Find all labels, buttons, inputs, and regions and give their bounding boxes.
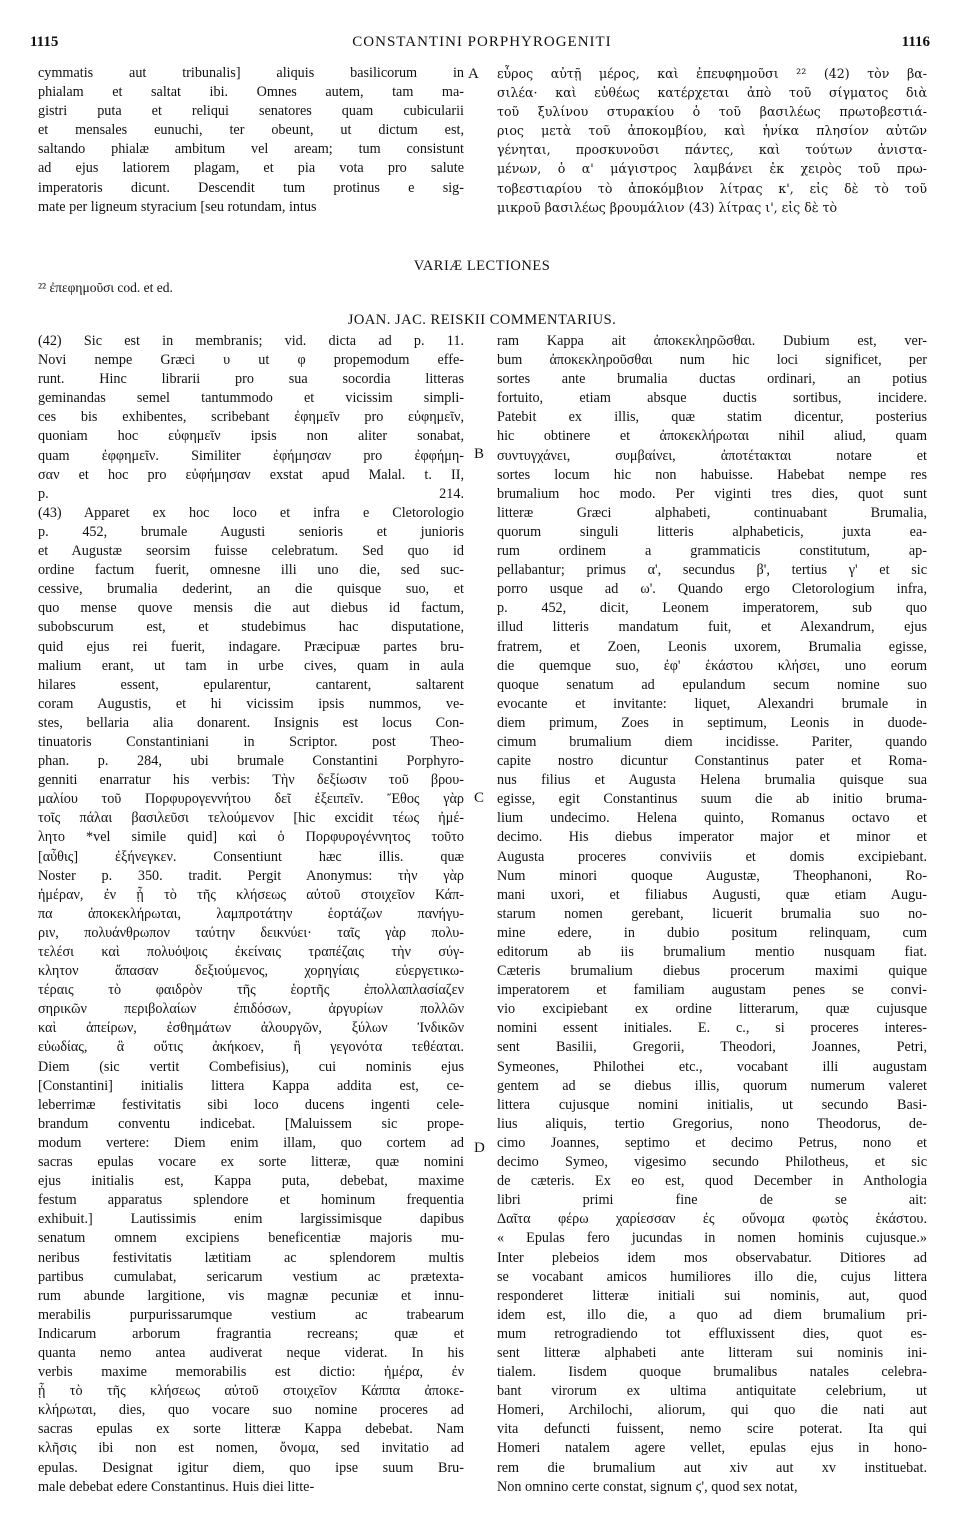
commentary-left-line: brandum conventu indicebat. [Maluissem sic prope-: [38, 1115, 464, 1132]
variant-reading-note: ²² ἐπεφημοῦσι cod. et ed.: [38, 280, 173, 295]
section-marker-a: A: [468, 66, 479, 82]
latin-text-line: gistri puta et reliqui senatores quam cubicularii: [38, 103, 464, 120]
running-title: CONSTANTINI PORPHYROGENITI: [352, 34, 612, 50]
commentary-right-line: evocante et invitante: liquet, Alexandri brumale in: [497, 695, 927, 712]
greek-text-line: τοβεστιαρίου τὸ ἀποκόμβιον λίτρας κ', εἰς δὲ τὸ τοῦ: [497, 180, 927, 196]
commentary-left-line: πα ἀποκεκλήρωται, λαμπροτάτην ἑορτάζων πανήγυ-: [38, 905, 464, 922]
commentary-right-line: nus filius et Augusta Helena brumalia quisque sua: [497, 772, 927, 789]
commentary-right-line: lium undecimo. Helena quinto, Romanus octavo et: [497, 810, 927, 827]
commentary-left-line: τελέσι καὶ πολυόψοις ἐκείναις τραπέζαις τὴν σύγ-: [38, 944, 464, 960]
commentary-left-line: Noster p. 350. tradit. Pergit Anonymus: τὴν γὰρ: [38, 867, 464, 884]
commentary-right-line: vio excipiebant ex ordine litterarum, quæ cujusque: [497, 1001, 927, 1018]
commentary-left-line: sacras epulas ex sorte litteræ Kappa debebat. Nam: [38, 1421, 464, 1438]
commentary-right-line: nomini essent initiales. E. c., si proceres interes-: [497, 1020, 927, 1037]
latin-text-line: ad ejus latiorem plagam, et pia vota pro salute: [38, 160, 464, 177]
commentary-left-line: genniti enarratur his verbis: Τὴν δεξίωσιν τοῦ βρου-: [38, 772, 464, 789]
commentary-left-line: malium erant, ut tam in urbe cives, quam in aula: [38, 657, 464, 674]
commentary-left-line: neribus festivitatis lætitiam ac splendorem multis: [38, 1249, 464, 1266]
commentary-right-line: bant virorum ex ultima antiquitate celebrium, ut: [497, 1383, 927, 1400]
commentary-left-line: cessive, brumalia dederint, an die quisque suo, et: [38, 581, 464, 598]
commentary-right-line: mum retrogradiendo tot effluxissent dies, quot es-: [497, 1325, 927, 1342]
commentary-title: JOAN. JAC. REISKII COMMENTARIUS.: [347, 312, 617, 328]
latin-text-line: saltando phialæ ambitum vel aream; tum consistunt: [38, 141, 464, 158]
commentary-right-line: se vocabant amicos humiliores illo die, cujus littera: [497, 1268, 927, 1285]
commentary-right-line: porro usque ad ω'. Quando ergo Cletorologium infra,: [497, 581, 927, 598]
commentary-left-line: Indicarum arborum fragrantia recreans; quæ et: [38, 1325, 464, 1342]
commentary-left-line: ἡμέραν, ἐν ᾗ τὸ τῆς κλήσεως αὐτοῦ στοιχεῖον Κάπ-: [38, 886, 464, 903]
commentary-left-line: modum vertere: Diem enim illam, quo cortem ad: [38, 1134, 464, 1151]
latin-text-line: imperatoris dicunt. Descendit tum protinus e sig-: [38, 179, 464, 196]
commentary-left-line: quanta nemo antea audiverat neque viderat. In his: [38, 1344, 464, 1361]
greek-text-line: σιλέα· καὶ εὐθέως κατέρχεται ἀπὸ τοῦ σίγματος διὰ: [497, 85, 927, 101]
commentary-right-line: responderet litteræ initiali sui nominis, aut, quod: [497, 1287, 927, 1304]
commentary-right-line: Homeri, Archilochi, aliorum, qui quo die nati aut: [497, 1402, 927, 1419]
greek-text-line: εὖρος αὐτῇ μέρος, καὶ ἐπευφημοῦσι ²² (42) τὸν βα-: [497, 66, 927, 81]
commentary-left-line: sacras epulas vocare ex sorte litteræ, quæ nomini: [38, 1154, 464, 1171]
commentary-left-line: et Augustæ seorsim fuisse celebratum. Sed quo id: [38, 543, 464, 560]
commentary-right-line: Cæteris brumalium diebus procerum maximi quique: [497, 963, 927, 980]
latin-text-line: phialam et saltat ibi. Omnes autem, tam ma-: [38, 84, 464, 101]
commentary-left-line: (42) Sic est in membranis; vid. dicta ad p. 11.: [38, 333, 464, 349]
commentary-left-line: festum apparatus splendore et hominum frequentia: [38, 1192, 464, 1209]
commentary-right-line: mani uxori, et filiabus Augusti, quæ etiam Augu-: [497, 886, 927, 903]
commentary-right-line: lius aliquis, tertio Gregorius, nono Theodorus, de-: [497, 1115, 927, 1132]
commentary-right-line: rem die brumalium aut xiv aut xv instituebat.: [497, 1459, 927, 1476]
commentary-right-line: p. 452, dicit, Leonem imperatorem, sub quo: [497, 600, 927, 617]
section-marker-c: C: [474, 790, 485, 806]
commentary-right-line: diem primum, Zoes in septimum, Leonis in duode-: [497, 714, 927, 731]
commentary-right-line: sent litteræ alphabeti ante litteram sui nominis ini-: [497, 1344, 927, 1361]
commentary-left-line: senatum omnem excipiens beneficentiæ majoris mu-: [38, 1230, 464, 1247]
commentary-right-line: Δαῖτα φέρω χαρίεσσαν ἐς οὔνομα φωτὸς ἑκάστου.: [497, 1211, 927, 1228]
commentary-right-line: ram Kappa ait ἀποκεκληρῶσθαι. Dubium est, ver-: [497, 333, 927, 349]
commentary-left-line: ces bis exhibentes, scribebant ἐφημεῖν pro εὐφημεῖν,: [38, 409, 464, 426]
commentary-right-line: illud litteris mandatum fuit, et Alexandrum, ejus: [497, 619, 927, 636]
commentary-left-line: [αὖθις] ἐξήνεγκεν. Consentiunt hæc illis. quæ: [38, 848, 464, 865]
commentary-left-line: quo mense quove mensis die aut diebus id factum,: [38, 600, 464, 617]
commentary-right-line: editorum ab iis brumalium mentio nusquam fiat.: [497, 944, 927, 960]
commentary-right-line: mine edere, in dubio positum relinquam, cum: [497, 924, 927, 941]
commentary-right-line: tialem. Iisdem quoque brumalibus natales celebra-: [497, 1364, 927, 1381]
commentary-right-line: rum ordinem a grammaticis constitutum, ap-: [497, 543, 927, 560]
commentary-right-line: pellabantur; primus α', secundus β', tertius γ' et sic: [497, 562, 927, 579]
commentary-left-line: p. 214.: [38, 485, 464, 502]
commentary-right-line: Patebit ex illis, quæ statim dicentur, posterius: [497, 409, 927, 426]
commentary-right-line: brumalium hoc modo. Per viginti tres dies, quot sunt: [497, 485, 927, 502]
commentary-left-line: partibus cumulabat, sericarum vestium ac prætexta-: [38, 1268, 464, 1285]
commentary-left-line: tinuatoris Constantiniani in Scriptor. post Theo-: [38, 733, 464, 750]
greek-text-line: γένηται, προσκυνοῦσι πάντες, καὶ τούτων ἀνιστα-: [497, 142, 927, 158]
commentary-left-line: [Constantini] initialis littera Kappa addita est, ce-: [38, 1077, 464, 1094]
commentary-left-line: male debebat edere Constantinus. Huis diei litte-: [38, 1478, 315, 1495]
commentary-left-line: quoniam hoc εὐφημεῖν ipsis non aliter sonabat,: [38, 428, 464, 445]
commentary-left-line: epulas. Designat igitur diem, quo ipse suum Bru-: [38, 1459, 464, 1476]
commentary-left-line: σηρικῶν περιβολαίων ἐπιδόσων, ἀργυρίων πολλῶν: [38, 1001, 464, 1018]
commentary-left-line: coram Augustis, et hi vicissim ipsis nummos, ve-: [38, 695, 464, 712]
commentary-left-line: ordine factum fuerit, omnesne illi uno die, sed suc-: [38, 562, 464, 579]
commentary-left-line: verbis maxime memorabilis est dictio: ἡμέρα, ἐν: [38, 1364, 464, 1381]
commentary-right-line: gentem ad se diebus illis, quorum numerum valeret: [497, 1077, 927, 1094]
commentary-left-line: stes, bellaria alia donarent. Insignis est locus Con-: [38, 714, 464, 731]
commentary-left-line: quam ἐφφημεῖν. Similiter ἐφήμησαν pro ἐφφήμη-: [38, 447, 464, 464]
commentary-right-line: sortes locum hic non habuisse. Habebat nempe res: [497, 466, 927, 483]
commentary-left-line: hilares essent, epularentur, cantarent, saltarent: [38, 676, 464, 693]
commentary-right-line: libri primi fine de se ait:: [497, 1192, 927, 1209]
commentary-left-line: ejus initialis est, Kappa puta, debebat, maxime: [38, 1173, 464, 1190]
commentary-left-line: exhibuit.] Lautissimis enim largissimisque dapibus: [38, 1211, 464, 1228]
commentary-right-line: hic obtinere et ἀποκεκλήρωται nihil aliud, quam: [497, 428, 927, 445]
commentary-left-line: μαλίου τοῦ Πορφυρογεννήτου δεῖ ἐξειπεῖν. Ἔθος γὰρ: [38, 791, 464, 808]
commentary-right-line: de cæteris. Ex eo est, quod December in Anthologia: [497, 1173, 927, 1190]
commentary-right-line: Num minori quoque Augustæ, Theophanoni, Ro-: [497, 867, 927, 884]
commentary-right-line: fortuito, etiam absque ductis sortibus, incidere.: [497, 390, 927, 407]
commentary-right-line: sent Basilii, Gregorii, Theodori, Joannes, Petri,: [497, 1039, 927, 1056]
greek-text-line: μένων, ὁ α' μάγιστρος λαμβάνει ἐκ χειρὸς τοῦ πρω-: [497, 161, 927, 177]
commentary-right-line: imperatorem et familiam augustam penes se convi-: [497, 982, 927, 999]
commentary-right-line: Augusta proceres conviviis et domis excipiebant.: [497, 848, 927, 865]
commentary-right-line: die quemque suo, ἐφ' ἑκάστου κλήσει, uno eorum: [497, 657, 927, 674]
commentary-right-line: capite nostro dicuntur Constantinus pater et Roma-: [497, 753, 927, 770]
commentary-right-line: quoque senatum ad epulandum secum nomine suo: [497, 676, 927, 693]
latin-text-line: cymmatis aut tribunalis] aliquis basilicorum in: [38, 65, 464, 81]
commentary-right-line: bum ἀποκεκληροῦσθαι num hic loci significet, per: [497, 352, 927, 369]
commentary-left-line: Novi nempe Græci υ ut φ propemodum effe-: [38, 352, 464, 369]
commentary-right-line: littera cujusque nomini initialis, ut secundo Basi-: [497, 1096, 927, 1113]
commentary-right-line: decimo. His diebus imperator major et minor et: [497, 829, 927, 846]
greek-text-line: τοῦ ξυλίνου στυρακίου ὁ τοῦ βασιλέως πρωτοβεστιά-: [497, 104, 927, 120]
commentary-left-line: κλήρωται, dies, quo vocare suo nomine proceres ad: [38, 1402, 464, 1419]
commentary-left-line: ριν, πολυάνθρωπον ταύτην δεικνύει· ταῖς γὰρ πολυ-: [38, 924, 464, 941]
commentary-left-line: καὶ ἀπείρων, ἐσθημάτων ἀλουργῶν, ξύλων Ἰνδικῶν: [38, 1020, 464, 1037]
section-marker-b: B: [474, 446, 485, 462]
commentary-left-line: leberrimæ festivitatis sibi loco ducens ingenti cele-: [38, 1096, 464, 1113]
commentary-left-line: εὐωδίας, ἃ οὔτις ἀκήκοεν, ἢ γεγονότα τεθέαται.: [38, 1039, 464, 1056]
commentary-left-line: subobscurum est, et studebimus hac disputatione,: [38, 619, 464, 636]
commentary-left-line: merabilis purpurissarumque vestium ac trabearum: [38, 1306, 464, 1323]
commentary-right-column: [497, 332, 927, 1497]
greek-text-line: ριος μετὰ τοῦ ἀποκομβίου, καὶ ἡνίκα πλησίον αὐτῶν: [497, 123, 927, 139]
commentary-right-line: Symeones, Philothei etc., vocabant illi augustam: [497, 1058, 927, 1075]
latin-text-line: mate per ligneum styracium [seu rotundam, intus: [38, 198, 317, 215]
commentary-right-line: Homeri natalem agere vellet, epulas ejus in hono-: [497, 1440, 927, 1457]
commentary-left-line: κλῆσις ibi non est nomen, ὄνομα, sed invitatio ad: [38, 1440, 464, 1457]
commentary-right-line: fratrem, et Zoen, Leonis uxorem, Brumalia egisse,: [497, 638, 927, 655]
commentary-left-column: [38, 332, 464, 1497]
commentary-left-line: geminandas semel tantummodo et vicissim simpli-: [38, 390, 464, 407]
section-marker-d: D: [474, 1140, 485, 1156]
commentary-right-line: « Epulas fero jucundas in nomen hominis cujusque.»: [497, 1230, 927, 1247]
commentary-left-line: τοῖς πάλαι βασιλεῦσι τελούμενον [hic excidit τέως ἠμέ-: [38, 810, 464, 827]
commentary-left-line: Diem (sic vertit Combefisius), cui nominis ejus: [38, 1058, 464, 1075]
commentary-left-line: λητο *vel simile quid] καὶ ὁ Πορφυρογέννητος τοῦτο: [38, 829, 464, 846]
commentary-right-line: sortes ante brumalia ductas ordinari, an potius: [497, 371, 927, 388]
commentary-right-line: cimum brumalium diem incidisse. Pariter, quando: [497, 733, 927, 750]
commentary-left-line: phan. p. 284, ubi brumale Constantini Porphyro-: [38, 753, 464, 770]
commentary-right-line: quorum singuli litteris alphabeticis, juxta ea-: [497, 523, 927, 540]
variae-lectiones-title: VARIÆ LECTIONES: [413, 258, 551, 274]
commentary-right-line: decimo Symeo, vigesimo secundo Philotheus, et sic: [497, 1154, 927, 1171]
commentary-left-line: τέραις τὸ φαιδρὸν τῆς ἑορτῆς ἐπολλαπλασίαζεν: [38, 982, 464, 999]
commentary-left-line: p. 452, brumale Augusti senioris et junioris: [38, 523, 464, 540]
greek-text-column: [497, 64, 927, 217]
commentary-left-line: (43) Apparet ex hoc loco et infra e Cletorologio: [38, 504, 464, 521]
commentary-right-line: Inter plebeios idem mos observabatur. Ditiores ad: [497, 1249, 927, 1266]
commentary-left-line: rum abunde largitione, vis magnæ pecuniæ et innu-: [38, 1287, 464, 1304]
greek-text-line: μικροῦ βασιλέως βρουμάλιον (43) λίτρας ι', εἰς δὲ τὸ: [497, 199, 838, 215]
commentary-left-line: κλητον ἅπασαν δεξιούμενος, χορηγίαις εὐεργετικω-: [38, 963, 464, 980]
latin-text-line: et mensales eunuchi, ter obeunt, ut dictum est,: [38, 122, 464, 139]
commentary-left-line: σαν et hoc pro εὐφήμησαν exstat apud Malal. t. II,: [38, 466, 464, 483]
commentary-right-line: vita defuncti fuissent, nemo scire poterat. Ita qui: [497, 1421, 927, 1438]
commentary-left-line: quid ejus rei fuerit, indagare. Præcipuæ partes bru-: [38, 638, 464, 655]
commentary-right-line: starum nomen gerebant, licuerit brumalia suo no-: [497, 905, 927, 922]
commentary-right-line: idem est, illo die, a quo ad diem brumalium pri-: [497, 1306, 927, 1323]
page-number-left: 1115: [30, 34, 59, 50]
commentary-left-line: ᾗ τὸ τῆς κλήσεως αὐτοῦ στοιχεῖον Κάππα ἀποκε-: [38, 1383, 464, 1400]
commentary-right-line: egisse, egit Constantinus suum die ab initio bruma-: [497, 791, 927, 808]
commentary-right-line: συντυγχάνει, συμβαίνει, ἀποτέτακται notare et: [497, 447, 927, 464]
running-header: [0, 34, 964, 56]
commentary-right-line: cimo Joannes, septimo et decimo Petrus, nono et: [497, 1134, 927, 1151]
commentary-right-line: Non omnino certe constat, signum ϛ', quod sex notat,: [497, 1478, 798, 1495]
commentary-left-line: runt. Hinc librarii pro sua socordia litteras: [38, 371, 464, 388]
page-number-right: 1116: [901, 34, 930, 50]
latin-text-column: [38, 64, 464, 217]
commentary-right-line: litteræ Græci alphabeti, continuabant Brumalia,: [497, 504, 927, 521]
